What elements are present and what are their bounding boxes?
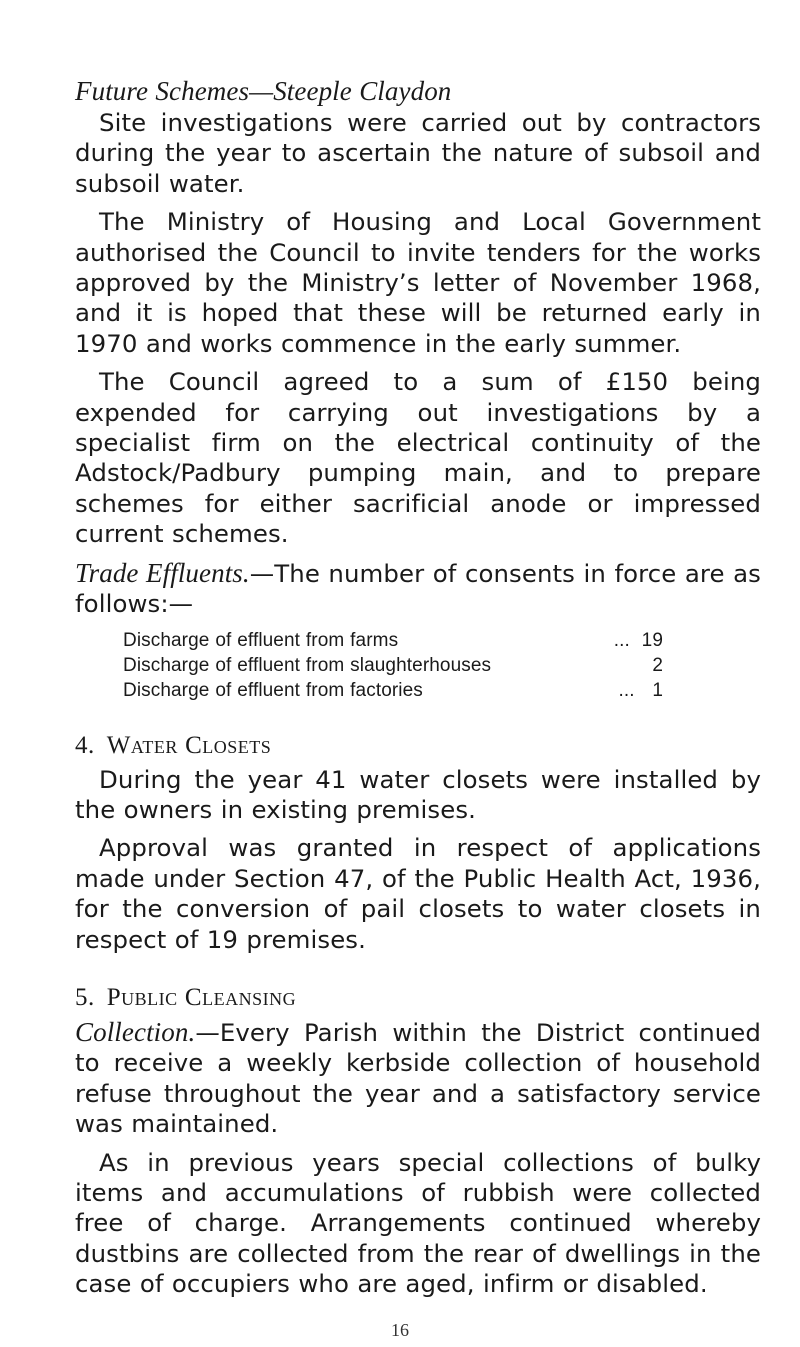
future-schemes-heading: Future Schemes—Steeple Claydon <box>75 76 452 106</box>
leader-dots: ... <box>618 679 635 701</box>
paragraph: The Council agreed to a sum of £150 being expended for carrying out investigations by a specialist firm on the electrical continuity of the Adstock/Padbury pumping main, and to prepare schemes for either sacrificial anode or impressed current schemes. <box>75 367 761 549</box>
document-page <box>75 76 761 1308</box>
collection-lead: Collection. <box>75 1016 196 1047</box>
paragraph: The Ministry of Housing and Local Government authorised the Council to invite tenders for the works approved by the Ministry’s letter of November 1968, and it is hoped that these will be returned early in 1970 and works commence in the early summer. <box>75 207 761 358</box>
collection-text: —Every Parish within the District continued to receive a weekly kerbside collection of household refuse throughout the year and a satisfactory service was maintained. <box>75 1017 761 1139</box>
effluent-count: 19 <box>641 629 663 651</box>
paragraph: During the year 41 water closets were installed by the owners in existing premises. <box>75 764 761 824</box>
effluent-label: Discharge of effluent from factories <box>123 679 423 701</box>
effluent-count: 1 <box>652 679 663 701</box>
section-number: 4. <box>75 731 95 759</box>
trade-effluents-lead: Trade Effluents. <box>75 557 250 588</box>
list-item <box>123 678 663 703</box>
list-item <box>123 653 663 678</box>
section-number: 5. <box>75 983 95 1011</box>
effluent-label: Discharge of effluent from farms <box>123 629 399 651</box>
effluent-count: 2 <box>652 654 663 676</box>
page-number: 16 <box>391 1320 409 1340</box>
effluent-label: Discharge of effluent from slaughterhouses <box>123 654 492 676</box>
leader-dots: ... <box>613 629 630 651</box>
water-closets-heading <box>75 731 761 761</box>
effluent-consents-list <box>123 628 663 703</box>
trade-effluents-text: —The number of consents in force are as follows:— <box>75 558 761 619</box>
trade-effluents-paragraph <box>75 558 761 620</box>
list-item <box>123 628 663 653</box>
public-cleansing-heading <box>75 983 761 1013</box>
paragraph: Approval was granted in respect of applications made under Section 47, of the Public Health Act, 1936, for the conversion of pail closets to water closets in respect of 19 premises. <box>75 833 761 954</box>
section-title: Water Closets <box>106 731 272 759</box>
paragraph: Site investigations were carried out by contractors during the year to ascertain the nature of subsoil and subsoil water. <box>75 108 761 198</box>
collection-paragraph <box>75 1017 761 1140</box>
paragraph: As in previous years special collections of bulky items and accumulations of rubbish were collected free of charge. Arrangements continued whereby dustbins are collected from the rear of dwellings in the case of occupiers who are aged, infirm or disabled. <box>75 1147 761 1299</box>
section-title: Public Cleansing <box>106 983 297 1011</box>
